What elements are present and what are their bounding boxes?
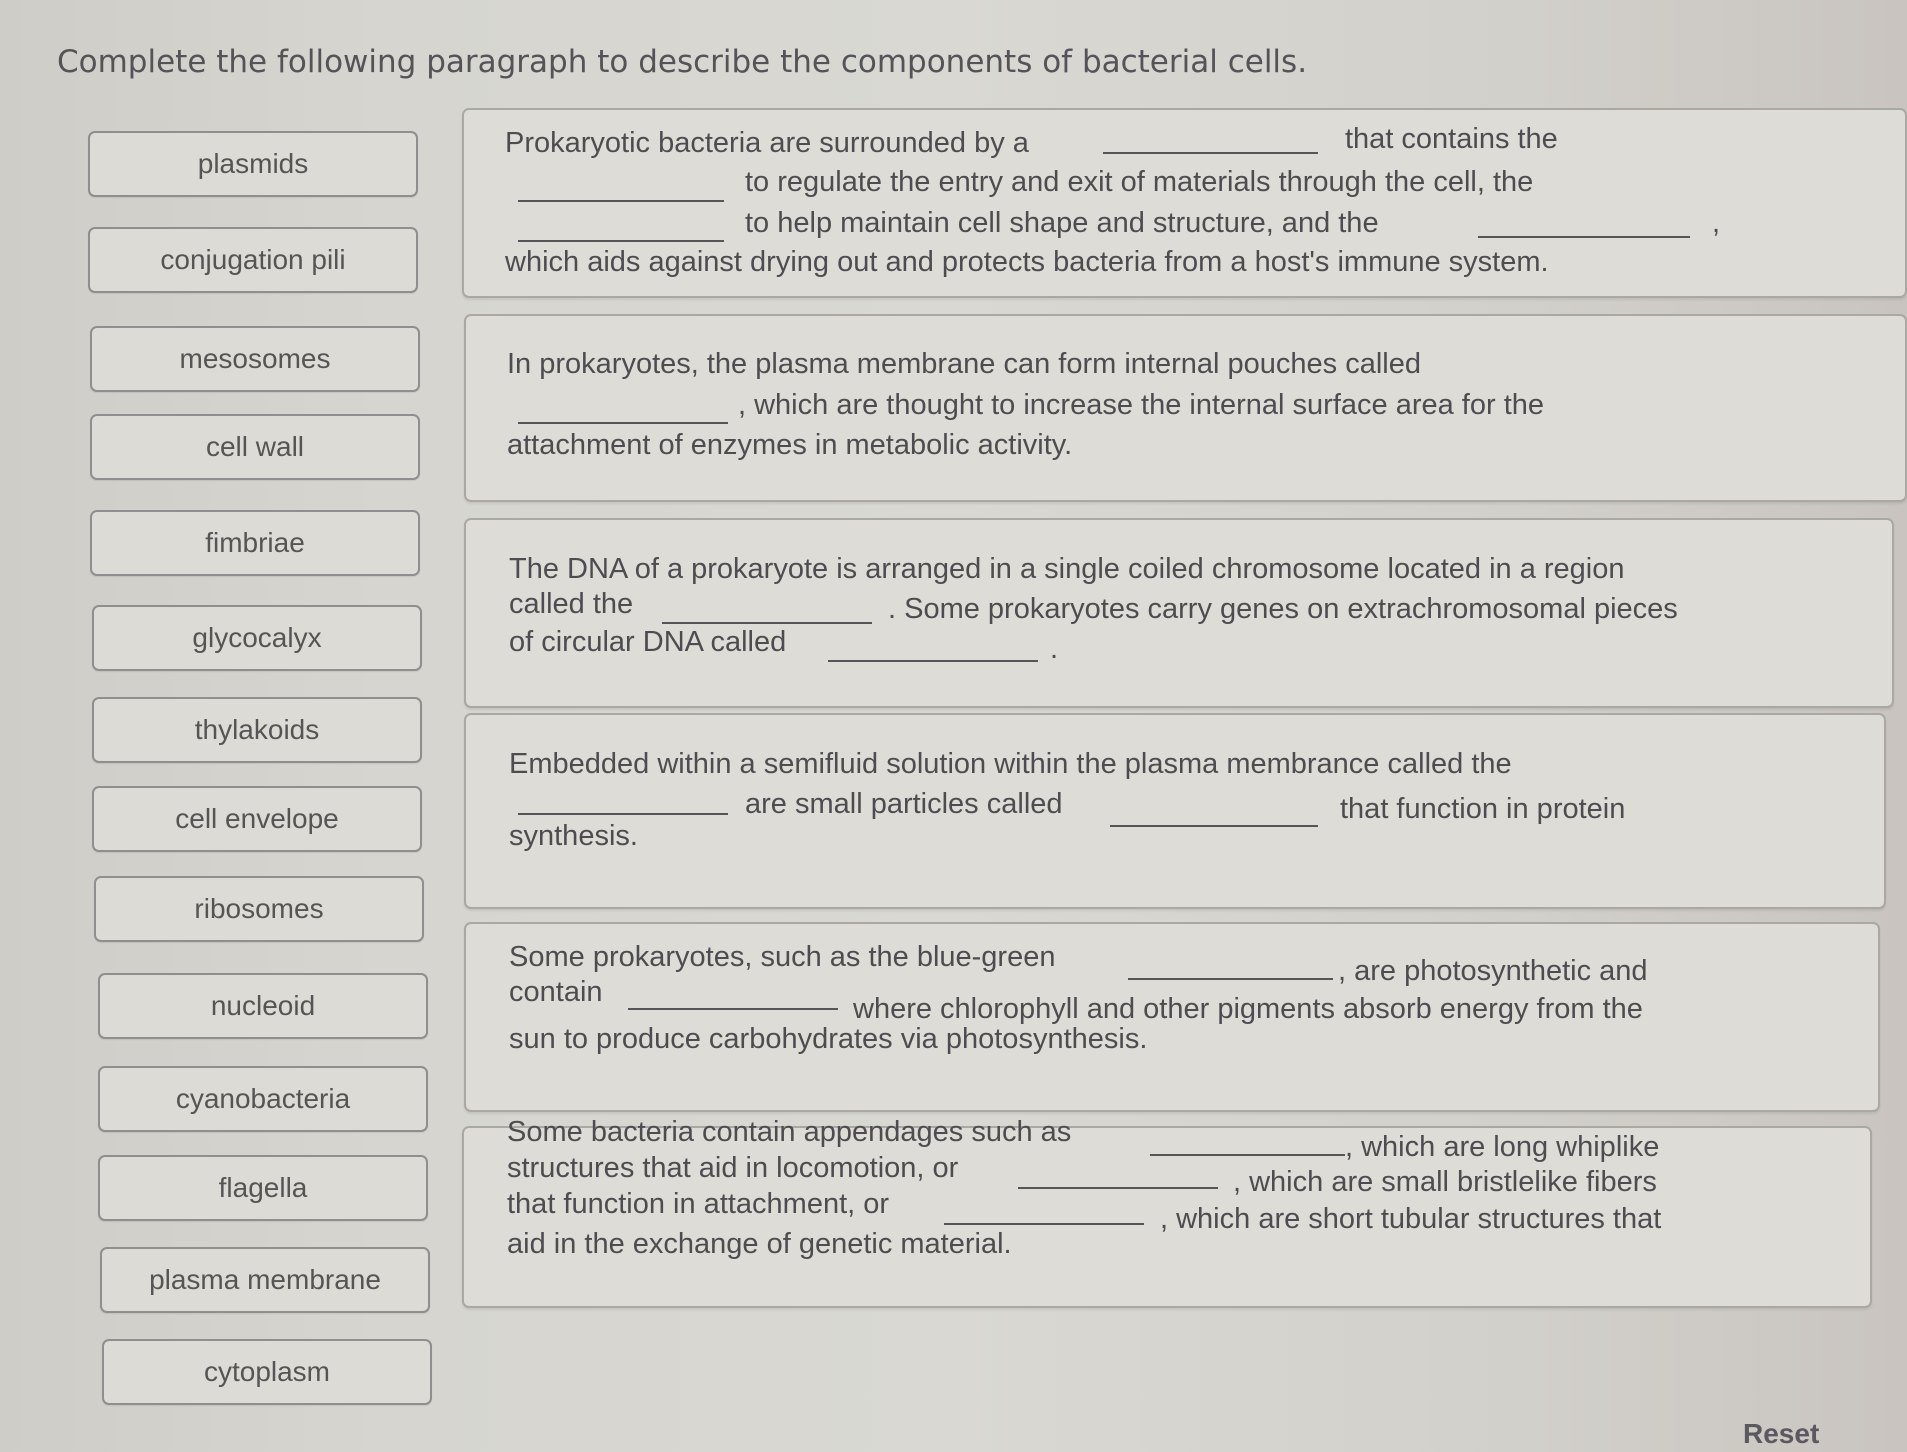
paragraph-text: that function in attachment, or [507,1188,890,1220]
drop-target-blank[interactable] [1110,797,1318,827]
word-tile-thylakoids[interactable]: thylakoids [92,697,422,763]
paragraph-text: to help maintain cell shape and structure, and the [745,207,1379,239]
drop-target-blank[interactable] [518,785,728,815]
word-tile-cyanobacteria[interactable]: cyanobacteria [98,1066,428,1132]
drop-target-blank[interactable] [1478,208,1690,238]
drop-target-blank[interactable] [518,394,728,424]
drop-target-blank[interactable] [628,980,838,1010]
paragraph-text: structures that aid in locomotion, or [507,1152,959,1184]
paragraph-text: attachment of enzymes in metabolic activity. [507,429,1073,461]
paragraph-text: called the [509,588,634,620]
paragraph-text: Prokaryotic bacteria are surrounded by a [505,127,1029,159]
word-tile-glycocalyx[interactable]: glycocalyx [92,605,422,671]
paragraph-text: contain [509,976,603,1008]
paragraph-text: are small particles called [745,788,1063,820]
paragraph-text: that function in protein [1340,793,1626,825]
reset-button[interactable]: Reset [1743,1418,1820,1449]
blank-underline [1128,978,1333,980]
drop-target-blank[interactable] [518,212,724,242]
paragraph-text: which aids against drying out and protects bacteria from a host's immune system. [505,246,1549,278]
paragraph-text: synthesis. [509,820,638,852]
word-tile-fimbriae[interactable]: fimbriae [90,510,420,576]
blank-underline [1478,236,1690,238]
paragraph-text: to regulate the entry and exit of materials through the cell, the [745,166,1534,198]
drop-target-blank[interactable] [1150,1126,1345,1156]
word-tile-cell-envelope[interactable]: cell envelope [92,786,422,852]
drop-target-blank[interactable] [1018,1159,1218,1189]
paragraph-text: of circular DNA called [509,626,787,658]
paragraph-text: that contains the [1345,123,1558,155]
word-tile-cytoplasm[interactable]: cytoplasm [102,1339,432,1405]
blank-underline [1103,152,1318,154]
drop-target-blank[interactable] [828,632,1038,662]
blank-underline [628,1008,838,1010]
paragraph-text: . Some prokaryotes carry genes on extrachromosomal pieces [888,593,1678,625]
word-tile-flagella[interactable]: flagella [98,1155,428,1221]
blank-underline [1110,825,1318,827]
blank-underline [828,660,1038,662]
drop-target-blank[interactable] [1128,950,1333,980]
paragraph-text: Embedded within a semifluid solution within the plasma membrance called the [509,748,1512,780]
paragraph-text: where chlorophyll and other pigments absorb energy from the [853,993,1643,1025]
word-tile-nucleoid[interactable]: nucleoid [98,973,428,1039]
paragraph-text: . [1050,633,1059,665]
paragraph-text: The DNA of a prokaryote is arranged in a single coiled chromosome located in a region [509,553,1625,585]
blank-underline [944,1223,1144,1225]
paragraph-text: aid in the exchange of genetic material. [507,1228,1012,1260]
paragraph-text: , which are short tubular structures that [1160,1203,1662,1235]
word-tile-ribosomes[interactable]: ribosomes [94,876,424,942]
drop-target-blank[interactable] [1103,124,1318,154]
blank-underline [1018,1187,1218,1189]
paragraph-text: Some prokaryotes, such as the blue-green [509,941,1056,973]
paragraph-text: , which are thought to increase the internal surface area for the [738,389,1545,421]
word-tile-conjugation-pili[interactable]: conjugation pili [88,227,418,293]
blank-underline [518,813,728,815]
drop-target-blank[interactable] [662,594,872,624]
paragraph-text: sun to produce carbohydrates via photosynthesis. [509,1023,1148,1055]
paragraph-text: , which are long whiplike [1345,1131,1660,1163]
paragraph-text: , [1712,207,1721,239]
blank-underline [1150,1154,1345,1156]
word-tile-cell-wall[interactable]: cell wall [90,414,420,480]
paragraph-text: , which are small bristlelike fibers [1233,1166,1657,1198]
blank-underline [518,422,728,424]
paragraph-text: , are photosynthetic and [1338,955,1648,987]
drop-target-blank[interactable] [944,1195,1144,1225]
paragraph-text: Some bacteria contain appendages such as [507,1116,1072,1148]
blank-underline [662,622,872,624]
instructions-title: Complete the following paragraph to describe the components of bacterial cells. [57,44,1308,80]
word-tile-plasma-membrane[interactable]: plasma membrane [100,1247,430,1313]
word-tile-mesosomes[interactable]: mesosomes [90,326,420,392]
blank-underline [518,200,724,202]
blank-underline [518,240,724,242]
drop-target-blank[interactable] [518,172,724,202]
word-tile-plasmids[interactable]: plasmids [88,131,418,197]
paragraph-text: In prokaryotes, the plasma membrane can form internal pouches called [507,348,1421,380]
